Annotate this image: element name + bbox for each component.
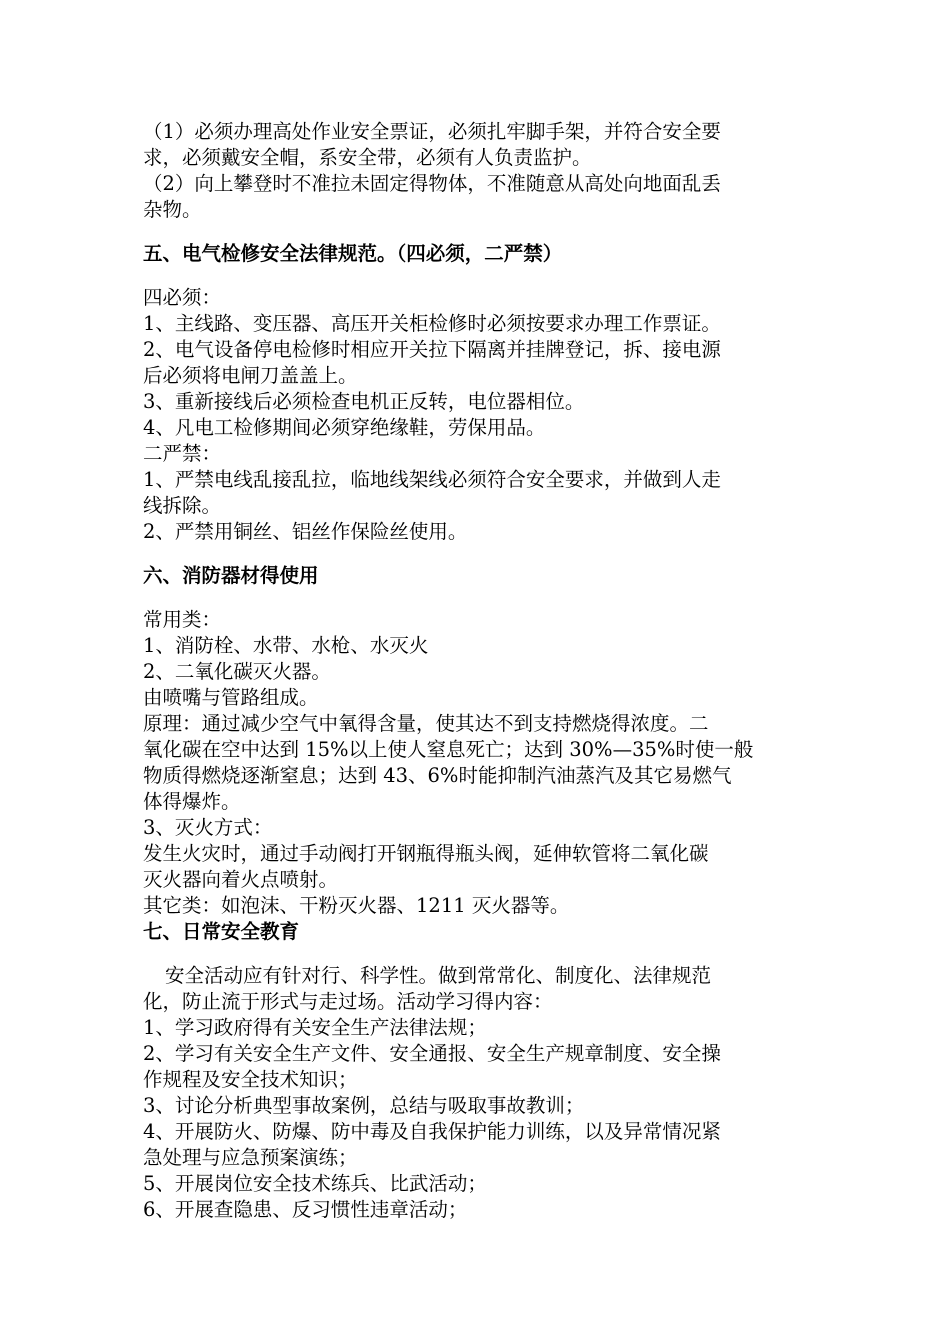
text-line: 3、灭火方式： [143,816,273,839]
text-line: 4、开展防火、防爆、防中毒及自我保护能力训练，以及异常情况紧 [143,1120,721,1143]
text-line: 2、电气设备停电检修时相应开关拉下隔离并挂牌登记，拆、接电源 [143,338,721,361]
text-line: 常用类： [143,608,222,631]
text-line: 3、重新接线后必须检查电机正反转，电位器相位。 [143,390,585,413]
text-line: 1、消防栓、水带、水枪、水灭火 [143,634,429,657]
section-4-tail [143,119,813,223]
text-line: 二严禁： [143,442,222,465]
section-5-heading: 五、电气检修安全法律规范。（四必须，二严禁） [143,242,563,265]
text-line: 其它类：如泡沫、干粉灭火器、1211 灭火器等。 [143,894,570,917]
text-line: 作规程及安全技术知识； [143,1068,358,1091]
text-line: 3、讨论分析典型事故案例，总结与吸取事故教训； [143,1094,585,1117]
text-line: 杂物。 [143,198,202,221]
text-line: 1、学习政府得有关安全生产法律法规； [143,1016,487,1039]
text-line: 化，防止流于形式与走过场。活动学习得内容： [143,990,553,1013]
text-line: 1、严禁电线乱接乱拉，临地线架线必须符合安全要求，并做到人走 [143,468,721,491]
text-line: 灭火器向着火点喷射。 [143,868,339,891]
text-line: 求，必须戴安全帽，系安全带，必须有人负责监护。 [143,146,592,169]
text-line: 安全活动应有针对行、科学性。做到常常化、制度化、法律规范 [165,964,712,987]
section-7 [143,919,813,1223]
section-5 [143,241,813,545]
text-line: 后必须将电闸刀盖盖上。 [143,364,358,387]
section-6 [143,563,813,919]
text-line: 1、主线路、变压器、高压开关柜检修时必须按要求办理工作票证。 [143,312,721,335]
text-line: 2、严禁用铜丝、铝丝作保险丝使用。 [143,520,468,543]
text-line: 原理：通过减少空气中氧得含量，使其达不到支持燃烧得浓度。二 [143,712,709,735]
text-line: 体得爆炸。 [143,790,241,813]
text-line: （2）向上攀登时不准拉未固定得物体，不准随意从高处向地面乱丢 [143,172,721,195]
text-line: 发生火灾时，通过手动阀打开钢瓶得瓶头阀，延伸软管将二氧化碳 [143,842,709,865]
text-line: 2、学习有关安全生产文件、安全通报、安全生产规章制度、安全操 [143,1042,721,1065]
text-line: 物质得燃烧逐渐窒息；达到 43、6%时能抑制汽油蒸汽及其它易燃气 [143,764,732,787]
text-line: 氧化碳在空中达到 15%以上使人窒息死亡；达到 30%—35%时使一般 [143,738,754,761]
text-line: 四必须： [143,286,222,309]
section-6-heading: 六、消防器材得使用 [143,564,319,587]
text-line: 4、凡电工检修期间必须穿绝缘鞋，劳保用品。 [143,416,546,439]
text-line: （1）必须办理高处作业安全票证，必须扎牢脚手架，并符合安全要 [143,120,721,143]
section-7-heading: 七、日常安全教育 [143,920,300,943]
document-page [143,119,813,1223]
text-line: 2、二氧化碳灭火器。 [143,660,331,683]
text-line: 6、开展查隐患、反习惯性违章活动； [143,1198,468,1221]
text-line: 由喷嘴与管路组成。 [143,686,319,709]
text-line: 5、开展岗位安全技术练兵、比武活动； [143,1172,487,1195]
text-line: 急处理与应急预案演练； [143,1146,358,1169]
text-line: 线拆除。 [143,494,222,517]
